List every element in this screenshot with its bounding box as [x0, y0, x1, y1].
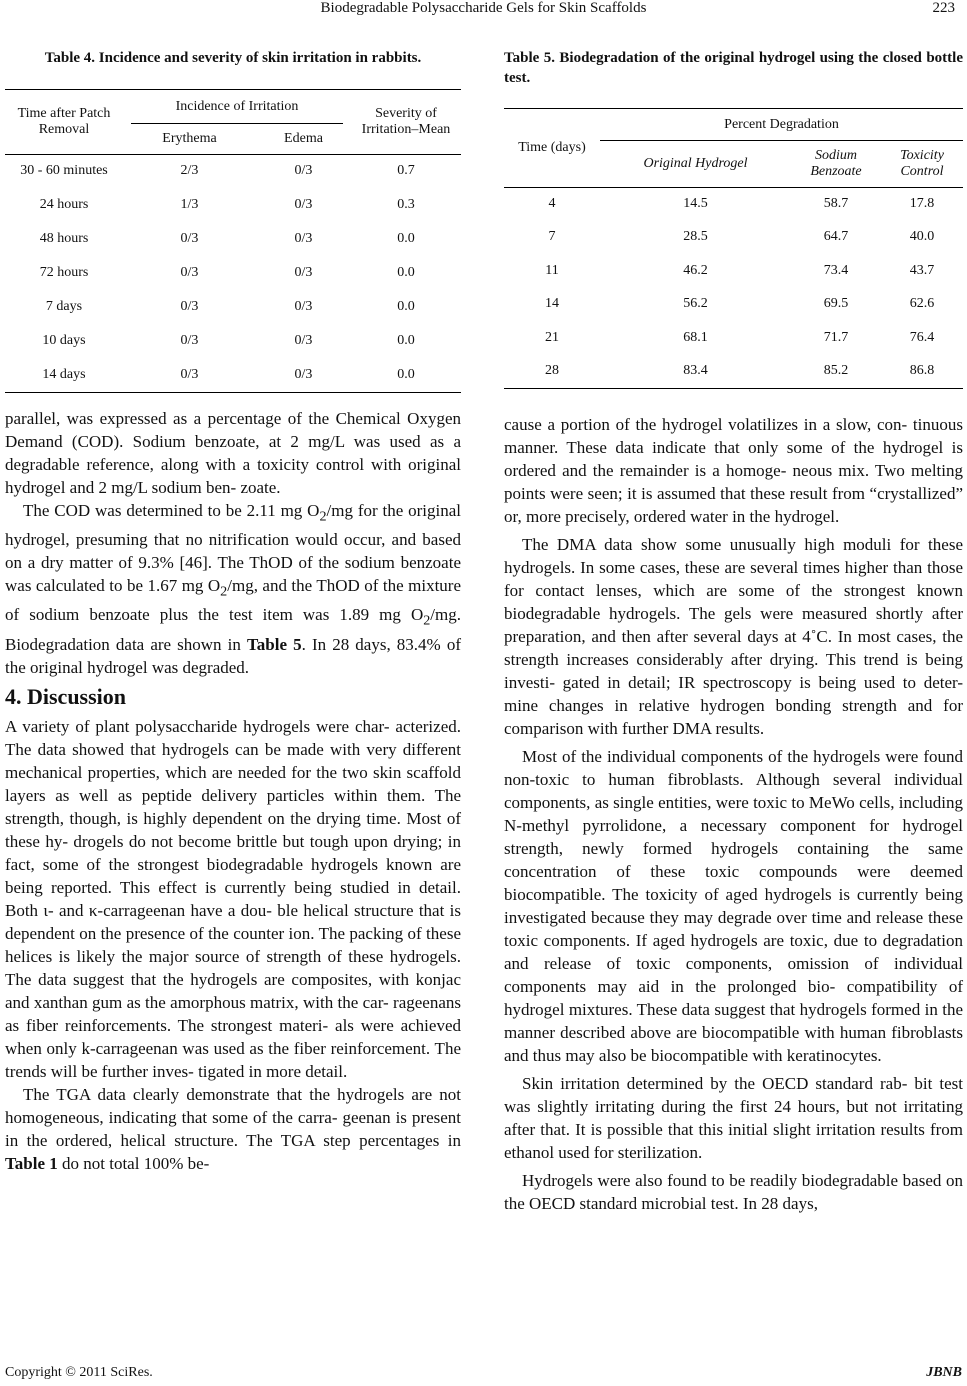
table4-header-erythema: Erythema — [162, 130, 217, 146]
table4-cell: 30 - 60 minutes — [20, 163, 108, 179]
table4-cell: 0/3 — [123, 358, 256, 392]
table5-cell: 21 — [545, 329, 559, 345]
table4-header-severity: Severity of Irritation–Mean — [351, 90, 461, 154]
table4-cell: 0.0 — [351, 358, 461, 392]
table4-cell: 0/3 — [294, 231, 313, 246]
table4-caption: Table 4. Incidence and severity of skin irritation in rabbits. — [44, 50, 422, 66]
table1-reference: Table 1 — [5, 1153, 58, 1173]
table4-cell: 0/3 — [180, 231, 199, 246]
table4-cell: 0/3 — [294, 197, 313, 212]
table4-cell: 0.7 — [397, 163, 415, 179]
journal-abbreviation: JBNB — [926, 1365, 962, 1380]
table5 — [504, 108, 963, 389]
table5-cell: 40.0 — [909, 229, 935, 245]
table4-row — [5, 290, 461, 324]
table4-cell: 0.0 — [397, 265, 415, 280]
table5-cell: 68.1 — [683, 329, 708, 345]
table5-cell: 43.7 — [909, 262, 935, 278]
table4-header-incidence-label: Incidence of Irritation — [175, 98, 299, 114]
table4-row — [5, 154, 461, 188]
table4-cell: 0.3 — [397, 197, 415, 212]
table5-cell: 58.7 — [823, 196, 849, 211]
table5-row — [504, 288, 963, 322]
table5-cell: 7 — [548, 229, 556, 245]
left-paragraph-2: The COD was determined to be 2.11 mg $O_2/mg$ for the original hydrogel, presuming that no nitrification would occur, and based on a dry matter of 9.3% [46]. The ThOD of the sodium benzoate was calculated to be 1.67 mg $O_2/mg$, and the ThOD of the mixture of sodium benzoate plus the test item was 1.89 mg $O_2/mg$. Biodegradation data are shown in Table 5. In 28 days, 83.4% of the original hydrogel was degraded. — [5, 500, 462, 677]
table5-row — [504, 187, 963, 221]
table4-row — [5, 358, 461, 392]
table4-row — [5, 222, 461, 256]
table5-cell: 14 — [545, 296, 559, 312]
right-paragraph-5: Hydrogels were also found to be readily biodegradable based on the OECD standard microbial test. In 28 days, — [504, 1170, 963, 1213]
left-paragraph-3: A variety of plant polysaccharide hydrogels were char- acterized. The data showed that hydrogels can be made with very different mechanical properties, which are needed for the two skin scaffold layers as well as peptide delivery particles within them. The strength, though, is highly dependent on the drying time. Most of these hy- drogels do not become brittle but tough upon drying; in fact, some of the strongest biodegradable hydrogels known are being reported. This effect is currently being studied in detail. Both ι- and κ-carrageenan have a dou- ble helical structure that is dependent on the presence of the counter ion. The packing of these helices is likely the major source of strength of these hydrogels. The data suggest that the hydrogels are composites, with konjac and xanthan gum as the amorphous matrix, with the car- rageenans as fiber reinforcements. The strongest materi- als were achieved when only k-carrageenan was used as the fiber reinforcement. The trends will be further inves- tigated in more detail. — [5, 716, 461, 1081]
table5-cell: 71.7 — [823, 329, 849, 345]
table4-cell: 0/3 — [294, 299, 313, 314]
section-heading-discussion: 4. Discussion — [5, 683, 127, 709]
table4-cell: 0.0 — [397, 299, 415, 314]
left-paragraph-4: The TGA data clearly demonstrate that the hydrogels are not homogeneous, indicating that some of the carra- geenan is present in the ordered, helical structure. The TGA step percentages in Table 1 do not total 100% be- — [5, 1084, 461, 1173]
table5-reference: Table 5 — [246, 634, 302, 654]
table5-header-time: Time (days) — [504, 109, 600, 187]
table5-cell: 28.5 — [683, 229, 708, 245]
table4-cell: 1/3 — [180, 197, 199, 212]
running-title: Biodegradable Polysaccharide Gels for Skin Scaffolds — [320, 0, 647, 16]
table4-row — [5, 256, 461, 290]
table4-cell: 0/3 — [180, 333, 199, 348]
left-paragraph-1: parallel, was expressed as a percentage of the Chemical Oxygen Demand (COD). Sodium benzoate, at 2 mg/L was used as a degradable reference, along with a toxicity control with original hydrogel and 2 mg/L sodium ben- zoate. — [5, 408, 461, 497]
table4-cell: 0/3 — [256, 358, 351, 392]
table4-cell: 0.0 — [397, 231, 415, 246]
table4-cell: 72 hours — [39, 265, 89, 280]
table5-cell: 64.7 — [823, 229, 849, 245]
copyright-notice: Copyright © 2011 SciRes. — [5, 1365, 153, 1380]
table5-cell: 46.2 — [683, 262, 708, 278]
table5-cell: 85.2 — [791, 355, 881, 389]
table4-cell: 7 days — [45, 299, 83, 314]
table5-cell: 69.5 — [823, 296, 849, 312]
page-header — [0, 0, 967, 30]
table5-row — [504, 355, 963, 389]
table5-cell: 17.8 — [909, 196, 935, 211]
table4-cell: 24 hours — [39, 197, 89, 212]
table5-cell: 62.6 — [909, 296, 935, 312]
table5-row — [504, 321, 963, 355]
table4-header-edema: Edema — [284, 130, 323, 146]
table5-row — [504, 221, 963, 255]
table4-cell: 0/3 — [294, 333, 313, 348]
table4-body — [5, 154, 461, 392]
table4-header-time: Time after Patch Removal — [5, 90, 123, 154]
table5-header-sodium: Sodium Benzoate — [810, 147, 862, 179]
page-number: 223 — [932, 0, 955, 16]
table4-cell: 48 hours — [39, 231, 89, 246]
table5-header-percent — [600, 109, 963, 141]
table5-header-percent-label: Percent Degradation — [724, 116, 839, 132]
table5-cell: 86.8 — [881, 355, 963, 389]
right-paragraph-1: cause a portion of the hydrogel volatilizes in a slow, con- tinuous manner. These data indicate that only some of the hydrogel is ordered and the remainder is a homoge- neous mix. Two melting points were seen; it is assumed that these result from “crystallized” or, more precisely, ordered water in the hydrogel. — [504, 414, 963, 526]
table4-header-incidence — [123, 90, 351, 124]
table5-cell: 11 — [545, 262, 559, 278]
table5-cell: 76.4 — [909, 329, 935, 345]
right-column — [504, 48, 963, 1215]
table4-cell: 0/3 — [180, 299, 199, 314]
left-column — [5, 48, 461, 1175]
table4-row — [5, 188, 461, 222]
table5-header-toxicity: Toxicity Control — [900, 147, 944, 179]
right-paragraph-3: Most of the individual components of the hydrogels were found non-toxic to human fibroblasts. Although several individual components, as single entities, were toxic to MeWo cells, including N-methyl pyrrolidone, a necessary component for hydrogel strength, newly formed hydrogels containing the same concentration of these toxic compounds were deemed biocompatible. The toxicity of aged hydrogels is currently being investigated because they may degrade over time and release these toxic components. If aged hydrogels are toxic, due to degradation and release of toxic components, omission of individual components may aid in the prolonged bio- compatibility of hydrogel mixtures. These data suggest that hydrogels formed in the manner described above are biocompatible with human fibroblasts and thus may also be biocompatible with keratinocytes. — [504, 746, 963, 1065]
table5-cell: 28 — [504, 355, 600, 389]
table4-row — [5, 324, 461, 358]
right-paragraph-4: Skin irritation determined by the OECD standard rab- bit test was slightly irritating during the first 24 hours, but not irritating after that. It is possible that this initial slight irritation results from ethanol used for sterilization. — [504, 1073, 963, 1162]
table5-cell: 73.4 — [823, 262, 849, 278]
table5-cell: 56.2 — [683, 296, 708, 312]
table4-cell: 14 days — [5, 358, 123, 392]
table5-header-original: Original Hydrogel — [643, 155, 748, 171]
table4-cell: 2/3 — [180, 163, 199, 179]
right-paragraph-2: The DMA data show some unusually high moduli for these hydrogels. In some cases, these are several times higher than those for contact lenses, which are some of the strongest known biodegradable hydrogels. The gels were measured shortly after preparation, and then after several days at 4˚C. In most cases, the strength increases considerably after drying. This trend is being investi- gated in detail; IR spectroscopy is being used to deter- mine changes in relative hydrogen bonding strength and for comparison with further DMA results. — [504, 534, 963, 738]
table4 — [5, 89, 461, 393]
table4-cell: 0/3 — [294, 163, 313, 179]
table4-cell: 0/3 — [180, 265, 199, 280]
table5-row — [504, 254, 963, 288]
table5-body — [504, 187, 963, 388]
table4-cell: 10 days — [42, 333, 86, 348]
table4-cell: 0/3 — [294, 265, 313, 280]
table5-caption: Table 5. Biodegradation of the original hydrogel using the closed bottle test. — [504, 50, 963, 86]
table5-cell: 4 — [548, 196, 556, 211]
table5-cell: 14.5 — [683, 196, 708, 211]
table4-cell: 0.0 — [397, 333, 415, 348]
table5-cell: 83.4 — [600, 355, 791, 389]
